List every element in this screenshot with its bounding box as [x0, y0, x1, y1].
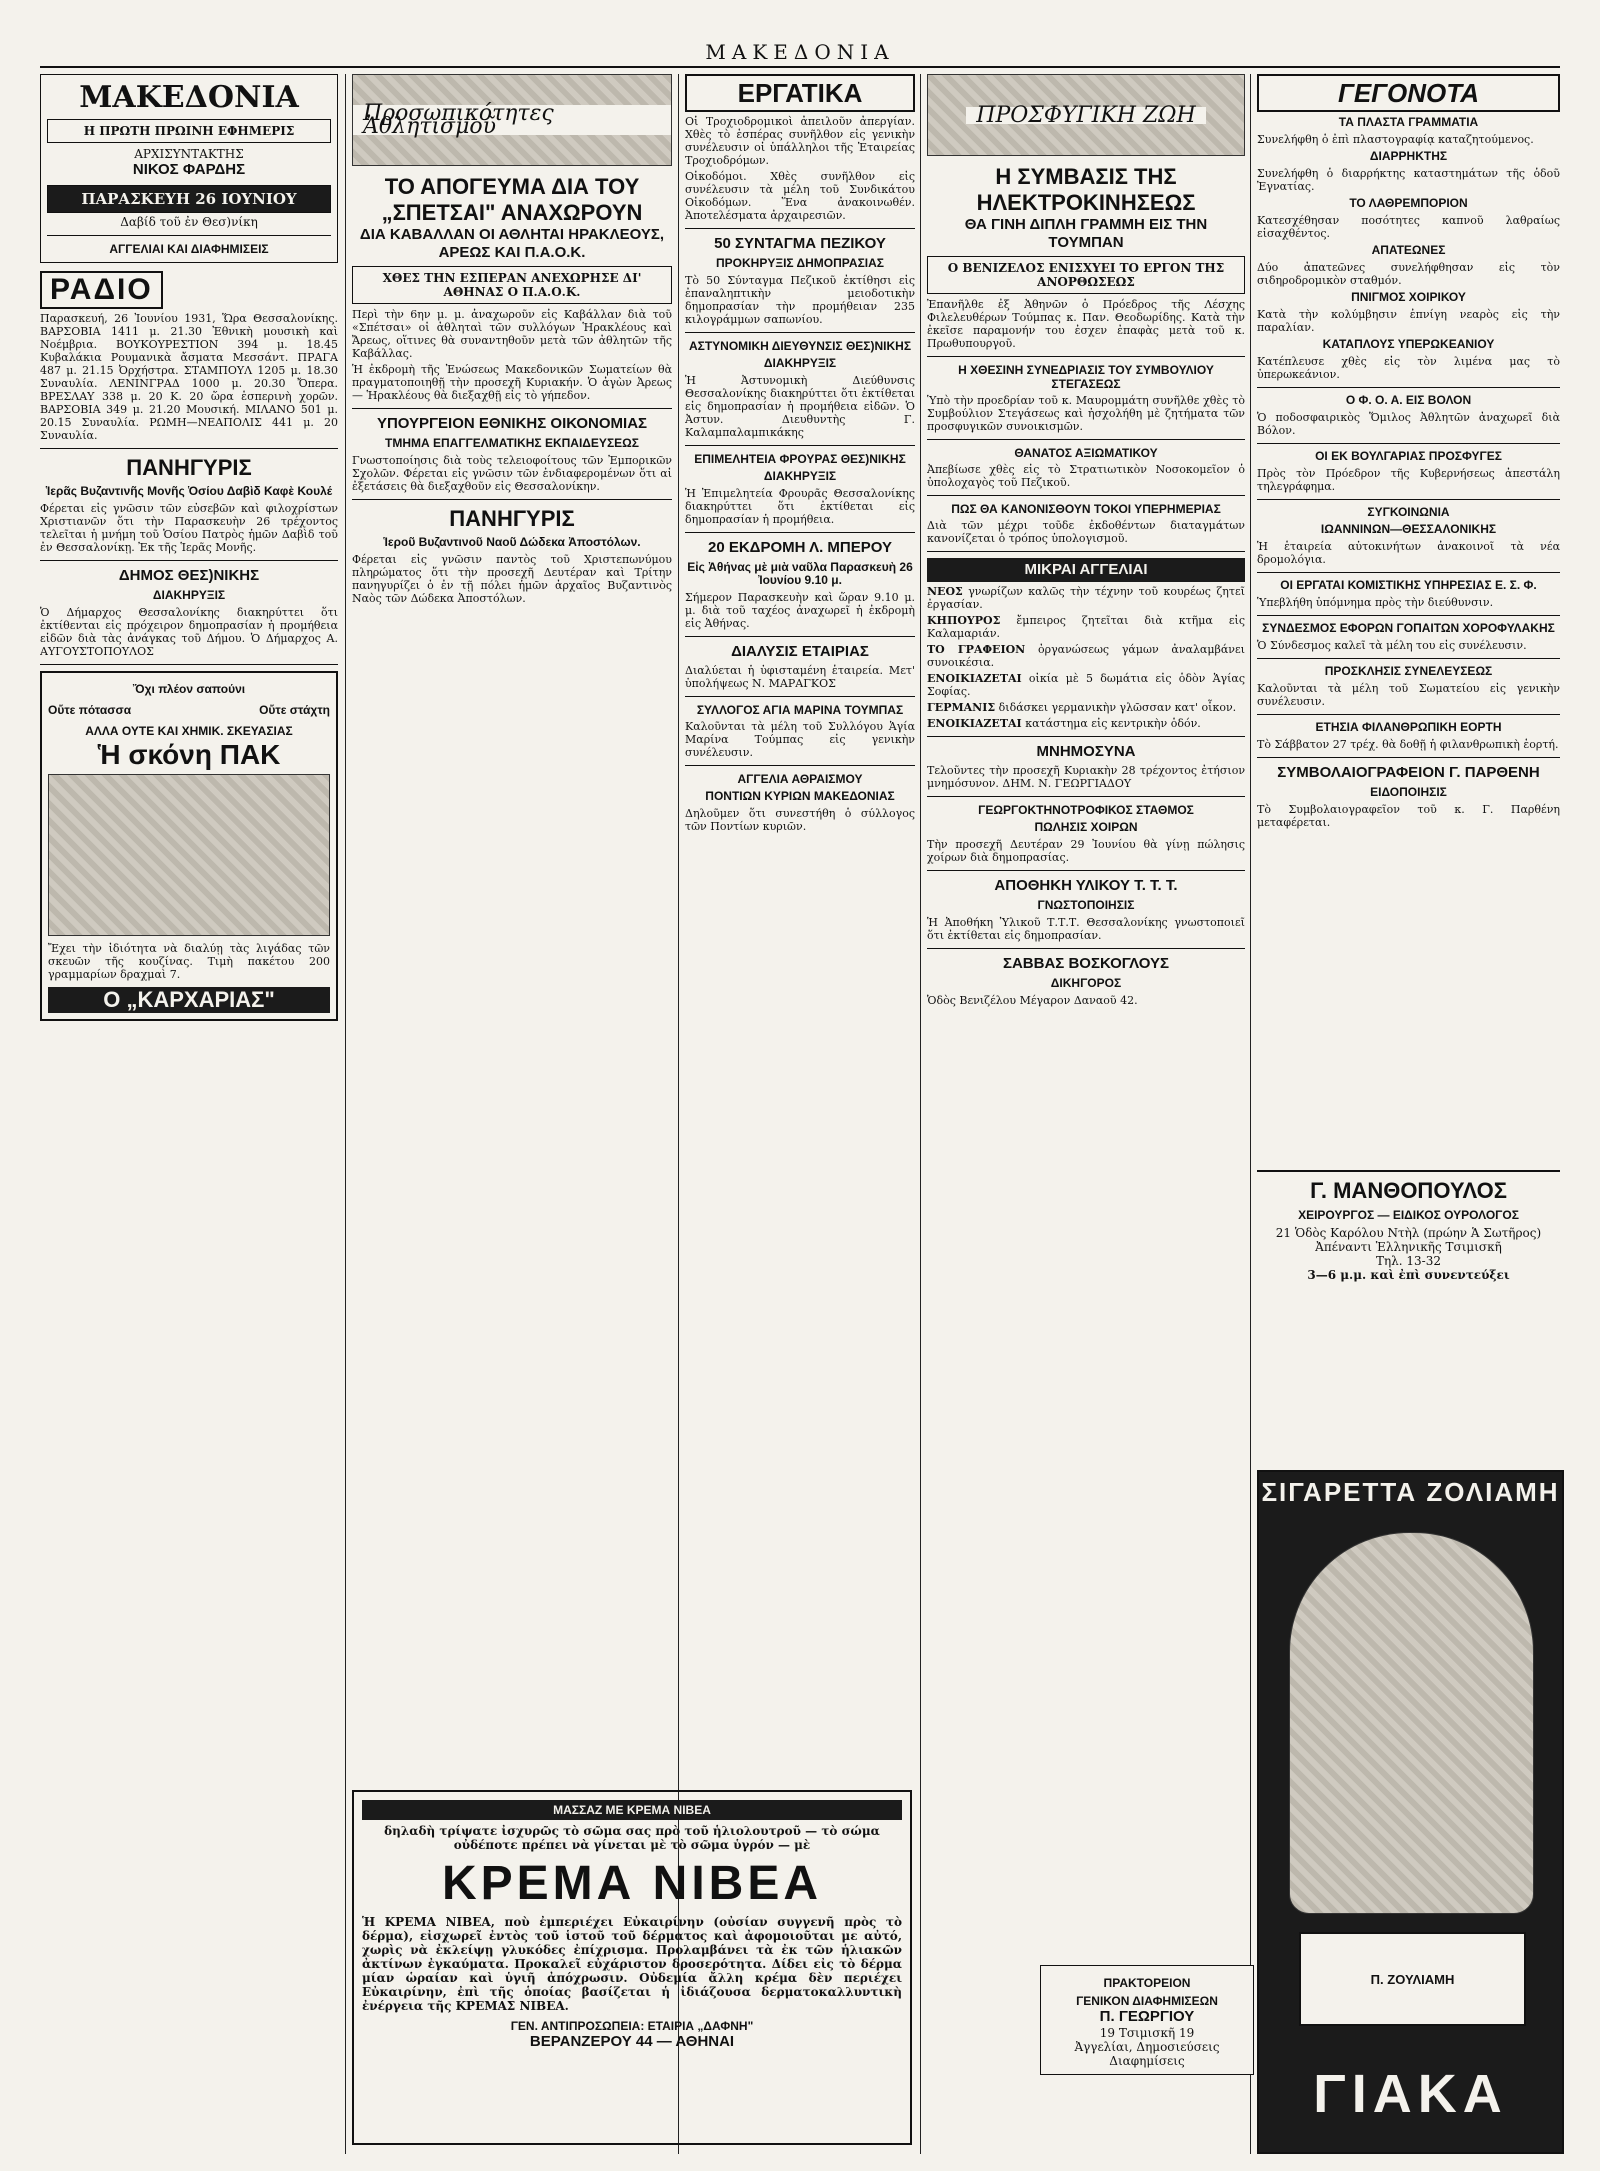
- parthenon-heading: ΣΥΜΒΟΛΑΙΟΓΡΑΦΕΙΟΝ Γ. ΠΑΡΘΕΝΗ: [1277, 764, 1540, 781]
- agia-marina-heading: ΣΥΛΛΟΓΟΣ ΑΓΙΑ ΜΑΡΙΝΑ ΤΟΥΜΠΑΣ: [696, 703, 904, 717]
- pezikon-text: Τὸ 50 Σύνταγμα Πεζικοῦ ἐκτίθησι εἰς ἐπαναληπτικὴν μειοδοτικὴν δημοπρασίαν τὴν προμήθειαν 235 κιλογράμμων σαπωνίου.: [685, 274, 915, 326]
- eortes-heading: ΕΤΗΣΙΑ ΦΙΛΑΝΘΡΩΠΙΚΗ ΕΟΡΤΗ: [1315, 720, 1502, 734]
- editor-name: ΝΙΚΟΣ ΦΑΡΔΗΣ: [132, 161, 246, 178]
- agia-marina-text: Καλοῦνται τὰ μέλη τοῦ Συλλόγου Ἁγία Μαρίνα Τούμπας εἰς γενικὴν συνέλευσιν.: [685, 720, 915, 759]
- death-text: Ἀπεβίωσε χθὲς εἰς τὸ Στρατιωτικὸν Νοσοκομεῖον ὁ ὑπολοχαγὸς τοῦ Πεζικοῦ.: [927, 463, 1245, 489]
- garrison-text: Ἡ Ἐπιμελητεία Φρουρᾶς Θεσσαλονίκης διακηρύττει ὅτι ἐκτίθεται εἰς δημοπρασίαν ἡ προμήθεια.: [685, 487, 915, 526]
- georgiko-text: Τὴν προσεχῆ Δευτέραν 29 Ἰουνίου θὰ γίνῃ πώλησις χοίρων διὰ δημοπρασίας.: [927, 838, 1245, 864]
- ttt-text: Ἡ Ἀποθήκη Ὑλικοῦ Τ.Τ.Τ. Θεσσαλονίκης γνωστοποιεῖ ὅτι ἐκτίθεται εἰς δημοπρασίαν.: [927, 916, 1245, 942]
- parthenon-subtitle: ΕΙΔΟΠΟΙΗΣΙΣ: [1370, 785, 1447, 799]
- nivea-body: Ἡ ΚΡΕΜΑ ΝΙΒΕΑ, ποὺ ἐμπεριέχει Εὐκαιρίνην (οὐσίαν συγγενῆ πρὸς τὸ δέρμα), εἰσχωρεῖ ἐντὸς τοῦ ἱστοῦ τοῦ δέρματος καὶ ἀφομοιοῦται με αὐτό, χωρὶς νὰ ἐκλείψῃ γλυκόδες ἐπίχρισμα. Προλαμβάνει τὰ ἐκ τῶν ἡλιακῶν ἀκτίνων ἐγκαύματα. Προκαλεῖ εὐχάριστον δροσερότητα. Δίδει εἰς τὸ δέρμα μίαν ὡραίαν καὶ ὑγιῆ ἀπόχρωσιν. Οὐδεμία ἄλλη κρέμα δὲν περιέχει Εὐκαιρίνην, ἐπὶ τῆς ὁποίας βασίζεται ἡ ἰδιάζουσα δερματοκαλλυντικὴ ἐνέργεια τῆς ΚΡΕΜΑΣ NIBEA.: [362, 1915, 902, 2013]
- column-divider: [920, 74, 921, 2154]
- nameplate-title: ΜΑΚΕΔΟΝΙΑ: [79, 80, 299, 115]
- garrison-subtitle: ΔΙΑΚΗΡΥΞΙΣ: [763, 469, 837, 483]
- praktoreion-label: ΠΡΑΚΤΟΡΕΙΟΝ: [1103, 1976, 1191, 1990]
- mnimosyna-heading: ΜΝΗΜΟΣΥΝΑ: [1036, 743, 1136, 760]
- page-masthead: ΜΑΚΕΔΟΝΙΑ: [40, 40, 1560, 68]
- meeting-text: Ὑπὸ τὴν προεδρίαν τοῦ κ. Μαυρομμάτη συνῆλθε χθὲς τὸ Συμβούλιον Στεγάσεως καὶ ἠσχολήθη μὲ ζητήματα τῶν προσφυγικῶν συνοικισμῶν.: [927, 394, 1245, 433]
- regulation-text: Διὰ τῶν μέχρι τοῦδε ἐκδοθέντων διαταγμάτων κανονίζεται ὁ τρόπος ὑπολογισμοῦ.: [927, 519, 1245, 545]
- panigyris-subtitle: Ἱερᾶς Βυζαντινῆς Μονῆς Ὁσίου Δαβὶδ Καφὲ Κουλέ: [45, 484, 333, 498]
- ttt-subtitle: ΓΝΩΣΤΟΠΟΙΗΣΙΣ: [1037, 898, 1135, 912]
- refugee-section-banner: [927, 74, 1245, 156]
- excursion-subtitle: Εἰς Ἀθήνας μὲ μιὰ ναῦλα Παρασκευὴ 26 Ἰουνίου 9.10 μ.: [687, 560, 913, 587]
- classifieds-heading: ΜΙΚΡΑΙ ΑΓΓΕΛΙΑΙ: [927, 558, 1245, 582]
- ttt-heading: ΑΠΟΘΗΚΗ ΥΛΙΚΟΥ Τ. Τ. Τ.: [994, 877, 1178, 894]
- lawyer-title: ΔΙΚΗΓΟΡΟΣ: [1050, 976, 1122, 990]
- komistikis-heading: ΟΙ ΕΡΓΑΤΑΙ ΚΟΜΙΣΤΙΚΗΣ ΥΠΗΡΕΣΙΑΣ Ε. Σ. Φ.: [1280, 578, 1537, 592]
- ads-label: ΑΓΓΕΛΙΑΙ ΚΑΙ ΔΙΑΦΗΜΙΣΕΙΣ: [109, 242, 269, 256]
- sports-headline: ΤΟ ΑΠΟΓΕΥΜΑ ΔΙΑ ΤΟΥ „ΣΠΕΤΣΑΙ" ΑΝΑΧΩΡΟΥΝ: [381, 174, 643, 225]
- death-heading: ΘΑΝΑΤΟΣ ΑΞΙΩΜΑΤΙΚΟΥ: [1014, 446, 1158, 460]
- column-5: [1257, 74, 1560, 1164]
- pak-agent: Ο „ΚΑΡΧΑΡΙΑΣ": [48, 987, 330, 1013]
- event-title: ΤΟ ΛΑΘΡΕΜΠΟΡΙΟΝ: [1349, 196, 1468, 210]
- syngoinonia-text: Ἡ ἑταιρεία αὐτοκινήτων ἀνακοινοῖ τὰ νέα δρομολόγια.: [1257, 540, 1560, 566]
- police-subtitle: ΔΙΑΚΗΡΥΞΙΣ: [763, 356, 837, 370]
- bulgarian-text: Πρὸς τὸν Πρόεδρον τῆς Κυβερνήσεως ἀπεστάλη τηλεγράφημα.: [1257, 467, 1560, 493]
- lawyer-name: ΣΑΒΒΑΣ ΒΟΣΚΟΓΛΟΥΣ: [1002, 955, 1170, 972]
- nivea-address: ΒΕΡΑΝΖΕΡΟΥ 44 — ΑΘΗΝΑΙ: [529, 2033, 735, 2050]
- sports-subhead: ΔΙΑ ΚΑΒΑΛΛΑΝ ΟΙ ΑΘΛΗΤΑΙ ΗΡΑΚΛΕΟΥΣ, ΑΡΕΩΣ ΚΑΙ Π.Α.Ο.Κ.: [359, 226, 665, 261]
- radio-heading: ΡΑΔΙΟ: [40, 271, 163, 309]
- foa-heading: Ο Φ. Ο. Α. ΕΙΣ ΒΟΛΟΝ: [1345, 393, 1472, 407]
- refugee-subhead-2: Ο ΒΕΝΙΖΕΛΟΣ ΕΝΙΣΧΥΕΙ ΤΟ ΕΡΓΟΝ ΤΗΣ ΑΝΟΡΘΩΣΕΩΣ: [927, 256, 1245, 294]
- georgiko-subtitle: ΠΩΛΗΣΙΣ ΧΟΙΡΩΝ: [1034, 820, 1138, 834]
- lawyer-address: Ὁδὸς Βενιζέλου Μέγαρον Δαναοῦ 42.: [927, 994, 1138, 1007]
- classified-lead: ΕΝΟΙΚΙΑΖΕΤΑΙ: [927, 717, 1022, 730]
- panigyris2-subtitle: Ἱεροῦ Βυζαντινοῦ Ναοῦ Δώδεκα Ἀποστόλων.: [383, 535, 641, 549]
- cigarette-box: Π. ΖΟΥΛΙΑΜΗ: [1299, 1932, 1526, 2026]
- event-text: Κατέπλευσε χθὲς εἰς τὸν λιμένα μας τὸ ὑπερωκεάνιον.: [1257, 355, 1560, 381]
- classified-item: [927, 701, 1245, 714]
- praktoreion-address: 19 Τσιμισκῆ 19: [1099, 2026, 1195, 2040]
- event-text: Συνελήφθη ὁ ἐπὶ πλαστογραφίᾳ καταζητούμενος.: [1257, 133, 1534, 146]
- bulgarian-heading: ΟΙ ΕΚ ΒΟΥΛΓΑΡΙΑΣ ΠΡΟΣΦΥΓΕΣ: [1315, 449, 1502, 463]
- pak-line-2: Οὔτε πότασσα: [48, 703, 132, 717]
- saint-of-day: Δαβίδ τοῦ ἐν Θεσ)νίκη: [120, 215, 258, 229]
- dimos-heading: ΔΗΜΟΣ ΘΕΣ)ΝΙΚΗΣ: [118, 567, 260, 584]
- classified-text: οἰκία μὲ 5 δωμάτια εἰς ὁδὸν Ἁγίας Σοφίας.: [927, 672, 1245, 698]
- sports-text-2: Ἡ ἐκδρομὴ τῆς Ἐνώσεως Μακεδονικῶν Σωματείων θὰ πραγματοποιηθῇ τὴν προσεχῆ Κυριακήν. Ὁ ἀγὼν Ἀρεως — Ἡρακλέους θὰ διεξαχθῇ εἰς τὸ γήπεδον.: [352, 363, 672, 402]
- pontioi-heading: ΑΓΓΕΛΙΑ ΑΘΡΑΙΣΜΟΥ: [737, 772, 863, 786]
- pak-illustration: [48, 774, 330, 936]
- nameplate-subtitle: Η ΠΡΩΤΗ ΠΡΩΙΝΗ ΕΦΗΜΕΡΙΣ: [47, 119, 331, 143]
- pak-text: Ἔχει τὴν ἰδιότητα νὰ διαλύῃ τὰς λιγάδας τῶν σκευῶν τῆς κουζίνας. Τιμὴ πακέτου 200 γραμμαρίων δραχμαὶ 7.: [48, 942, 330, 981]
- refugee-headline: Η ΣΥΜΒΑΣΙΣ ΤΗΣ ΗΛΕΚΤΡΟΚΙΝΗΣΕΩΣ: [976, 164, 1196, 215]
- classified-text: διδάσκει γερμανικὴν γλῶσσαν κατ' οἶκον.: [998, 701, 1237, 714]
- nivea-agent: ΓΕΝ. ΑΝΤΙΠΡΟΣΩΠΕΙΑ: ΕΤΑΙΡΙΑ „ΔΑΦΝΗ": [510, 2019, 754, 2033]
- pezikon-heading: 50 ΣΥΝΤΑΓΜΑ ΠΕΖΙΚΟΥ: [714, 235, 886, 252]
- ministry-text: Γνωστοποίησις διὰ τοὺς τελειοφοίτους τῶν Ἐμπορικῶν Σχολῶν. Φέρεται εἰς γνῶσιν τῶν ἐνδιαφερομένων ὅτι αἱ ἐξετάσεις θὰ διεξαχθοῦν εἰς Θεσσαλονίκην.: [352, 454, 672, 493]
- labor-text-1: Οἱ Τροχιοδρομικοὶ ἀπειλοῦν ἀπεργίαν. Χθὲς τὸ ἑσπέρας συνῆλθον εἰς γενικὴν συνέλευσιν οἱ ὑπάλληλοι τῆς Ἑταιρείας Τροχιοδρόμων.: [685, 115, 915, 167]
- sports-section-title: Προσωπικότητες Ἀθλητισμοῦ: [353, 105, 671, 135]
- column-2: [352, 74, 672, 1124]
- pak-product: Ἡ σκόνη ΠΑΚ: [97, 739, 281, 770]
- doctor-name: Γ. ΜΑΝΘΟΠΟΥΛΟΣ: [1310, 1178, 1507, 1203]
- nameplate: [40, 74, 338, 263]
- classified-lead: ΤΟ ΓΡΑΦΕΙΟΝ: [927, 643, 1026, 656]
- classified-item: [927, 614, 1245, 640]
- proskliseis-heading: ΠΡΟΣΚΛΗΣΙΣ ΣΥΝΕΛΕΥΣΕΩΣ: [1324, 664, 1493, 678]
- dimos-subtitle: ΔΙΑΚΗΡΥΞΙΣ: [152, 588, 226, 602]
- panigyris-heading: ΠΑΝΗΓΥΡΙΣ: [126, 455, 252, 480]
- regulation-heading: ΠΩΣ ΘΑ ΚΑΝΟΝΙΣΘΟΥΝ ΤΟΚΟΙ ΥΠΕΡΗΜΕΡΙΑΣ: [951, 502, 1221, 516]
- police-text: Ἡ Ἀστυνομικὴ Διεύθυνσις Θεσσαλονίκης διακηρύττει ὅτι ἐκτίθεται εἰς δημοπρασίαν ἡ προμήθεια εἰδῶν. Ὁ Ἀστυν. Διευθυντὴς Γ. Καλαμπαλαμπικάκης: [685, 374, 915, 439]
- cigarette-illustration: [1289, 1532, 1534, 1914]
- classified-text: ἔμπειρος ζητεῖται διὰ κτῆμα εἰς Καλαμαριάν.: [927, 614, 1245, 640]
- praktoreion-ad: [1040, 1965, 1254, 2075]
- doctor-address: 21 Ὁδὸς Καρόλου Ντὴλ (πρώην Ἁ Σωτῆρος) Ἀπέναντι Ἑλληνικῆς Τσιμισκῆ: [1275, 1226, 1542, 1254]
- classified-text: γνωρίζων καλῶς τὴν τέχνην τοῦ κουρέως ζητεῖ ἐργασίαν.: [927, 585, 1245, 611]
- refugee-section-title: ΠΡΟΣΦΥΓΙΚΗ ΖΩΗ: [966, 107, 1205, 124]
- classified-item: [927, 717, 1245, 730]
- labor-text-2: Οἰκοδόμοι. Χθὲς συνῆλθον εἰς συνέλευσιν τὰ μέλη τοῦ Συνδικάτου Οἰκοδόμων. Ἕνα ἀνακοινωθέν. Ἀποτελέσματα ἀρχαιρεσιῶν.: [685, 170, 915, 222]
- refugee-text-1: Ἐπανῆλθε ἐξ Ἀθηνῶν ὁ Πρόεδρος τῆς Λέσχης Φιλελευθέρων Τούμπας κ. Παν. Θεοδωρίδης. Κατὰ τὴν ἐκεῖσε παραμονήν του ἐσχεν ἐπαφὰς μετὰ τοῦ κ. Πρωθυπουργοῦ.: [927, 298, 1245, 350]
- eortes-text: Τὸ Σάββατον 27 τρέχ. θὰ δοθῇ ἡ φιλανθρωπικὴ ἑορτή.: [1257, 738, 1559, 751]
- ministry-heading: ΥΠΟΥΡΓΕΙΟΝ ΕΘΝΙΚΗΣ ΟΙΚΟΝΟΜΙΑΣ: [376, 415, 648, 432]
- pezikon-subtitle: ΠΡΟΚΗΡΥΞΙΣ ΔΗΜΟΠΡΑΣΙΑΣ: [716, 256, 884, 270]
- praktoreion-name: Π. ΓΕΩΡΓΙΟΥ: [1099, 2008, 1195, 2025]
- event-text: Κατὰ τὴν κολύμβησιν ἐπνίγη νεαρὸς εἰς τὴν παραλίαν.: [1257, 308, 1560, 334]
- event-title: ΑΠΑΤΕΩΝΕΣ: [1371, 243, 1446, 257]
- labor-section-title: ΕΡΓΑΤΙΚΑ: [685, 74, 915, 112]
- doctor-phone: Τηλ. 13-32: [1375, 1254, 1442, 1268]
- classified-text: ὀργανώσεως γάμων ἀναλαμβάνει συνοικέσια.: [927, 643, 1245, 669]
- panigyris2-heading: ΠΑΝΗΓΥΡΙΣ: [449, 506, 575, 531]
- police-heading: ΑΣΤΥΝΟΜΙΚΗ ΔΙΕΥΘΥΝΣΙΣ ΘΕΣ)ΝΙΚΗΣ: [688, 339, 912, 353]
- komistikis-text: Ὑπεβλήθη ὑπόμνημα πρὸς τὴν διεύθυνσιν.: [1257, 596, 1494, 609]
- classifieds-list: [927, 585, 1245, 730]
- classified-item: [927, 585, 1245, 611]
- foa-text: Ὁ ποδοσφαιρικὸς Ὅμιλος Ἀθλητῶν ἀναχωρεῖ διὰ Βόλον.: [1257, 411, 1560, 437]
- mnimosyna-text: Τελοῦντες τὴν προσεχῆ Κυριακὴν 28 τρέχοντος ἐτήσιον μνημόσυνον. ΔΗΜ. Ν. ΓΕΩΡΓΙΑΔΟΥ: [927, 764, 1245, 790]
- ministry-subtitle: ΤΜΗΜΑ ΕΠΑΓΓΕΛΜΑΤΙΚΗΣ ΕΚΠΑΙΔΕΥΣΕΩΣ: [385, 436, 639, 450]
- refugee-subhead: ΘΑ ΓΙΝΗ ΔΙΠΛΗ ΓΡΑΜΜΗ ΕΙΣ ΤΗΝ ΤΟΥΜΠΑΝ: [964, 216, 1208, 251]
- event-title: ΤΑ ΠΛΑΣΤΑ ΓΡΑΜΜΑΤΙΑ: [1338, 115, 1479, 129]
- dissolution-heading: ΔΙΑΛΥΣΙΣ ΕΤΑΙΡΙΑΣ: [731, 643, 869, 660]
- garrison-heading: ΕΠΙΜΕΛΗΤΕΙΑ ΦΡΟΥΡΑΣ ΘΕΣ)ΝΙΚΗΣ: [694, 452, 906, 466]
- sports-subhead-2: ΧΘΕΣ ΤΗΝ ΕΣΠΕΡΑΝ ΑΝΕΧΩΡΗΣΕ ΔΙ' ΑΘΗΝΑΣ Ο Π.Α.Ο.Κ.: [352, 266, 672, 304]
- doctor-ad: [1257, 1170, 1560, 1282]
- panigyris-text: Φέρεται εἰς γνῶσιν τῶν εὐσεβῶν καὶ φιλοχρίστων Χριστιανῶν ὅτι τὴν Παρασκευὴν 26 τρέχοντος τελεῖται ἡ μνήμη τοῦ Ὁσίου Πατρὸς ἡμῶν Δαβὶδ τοῦ ἐν Θεσσαλονίκῃ. Ἐκ τῆς Ἱερᾶς Μονῆς.: [40, 502, 338, 554]
- cigarette-title: ΣΙΓΑΡΕΤΤΑ ΖΟΛΙΑΜΗ: [1261, 1477, 1560, 1507]
- nivea-intro: δηλαδὴ τρίψατε ἰσχυρῶς τὸ σῶμα σας πρὸ τοῦ ἡλιολουτροῦ — τὸ σώμα οὐδέποτε πρέπει νὰ γίνεται μὲ τὸ σῶμα ὑγρόν — μὲ: [384, 1824, 880, 1852]
- sports-section-banner: [352, 74, 672, 166]
- doctor-specialty: ΧΕΙΡΟΥΡΓΟΣ — ΕΙΔΙΚΟΣ ΟΥΡΟΛΟΓΟΣ: [1298, 1208, 1519, 1222]
- event-text: Κατεσχέθησαν ποσότητες καπνοῦ λαθραίως εἰσαχθέντος.: [1257, 214, 1560, 240]
- dissolution-text: Διαλύεται ἡ ὑφισταμένη ἑταιρεία. Μετ' ὑπολήψεως Ν. ΜΑΡΑΓΚΟΣ: [685, 664, 915, 690]
- syngoinonia-subtitle: ΙΩΑΝΝΙΝΩΝ—ΘΕΣΣΑΛΟΝΙΚΗΣ: [1320, 522, 1497, 536]
- praktoreion-note: Ἀγγελίαι, Δημοσιεύσεις Διαφημίσεις: [1074, 2040, 1220, 2068]
- event-title: ΚΑΤΑΠΛΟΥΣ ΥΠΕΡΩΚΕΑΝΙΟΥ: [1322, 337, 1495, 351]
- meeting-heading: Η ΧΘΕΣΙΝΗ ΣΥΝΕΔΡΙΑΣΙΣ ΤΟΥ ΣΥΜΒΟΥΛΙΟΥ ΣΤΕΓΑΣΕΩΣ: [958, 363, 1214, 391]
- georgiko-heading: ΓΕΩΡΓΟΚΤΗΝΟΤΡΟΦΙΚΟΣ ΣΤΑΘΜΟΣ: [978, 803, 1194, 817]
- column-divider: [1250, 74, 1251, 2154]
- column-4: [927, 74, 1245, 2159]
- praktoreion-title: ΓΕΝΙΚΟΝ ΔΙΑΦΗΜΙΣΕΩΝ: [1076, 1994, 1218, 2008]
- proskliseis-text: Καλοῦνται τὰ μέλη τοῦ Σωματείου εἰς γενικὴν συνέλευσιν.: [1257, 682, 1560, 708]
- classified-lead: ΕΝΟΙΚΙΑΖΕΤΑΙ: [927, 672, 1022, 685]
- nivea-brand: ΚΡΕΜΑ NIBEA: [441, 1857, 823, 1910]
- pontioi-text: Δηλοῦμεν ὅτι συνεστήθη ὁ σύλλογος τῶν Ποντίων κυριῶν.: [685, 807, 915, 833]
- panigyris2-text: Φέρεται εἰς γνῶσιν παντὸς τοῦ Χριστεπωνύμου πληρώματος ὅτι τὴν προσεχῆ Δευτέραν καὶ Τρίτην πανηγυρίζει ὁ ἐν τῇ πόλει ἡμῶν ἀρχαῖος Βυζαντινὸς Ναὸς τῶν Δώδεκα Ἀποστόλων.: [352, 553, 672, 605]
- classified-item: [927, 643, 1245, 669]
- event-title: ΔΙΑΡΡΗΚΤΗΣ: [1369, 149, 1448, 163]
- sports-text-1: Περὶ τὴν 6ην μ. μ. ἀναχωροῦν εἰς Καβάλλαν διὰ τοῦ «Σπέτσαι» οἱ ἀθληταὶ τῶν συλλόγων Ἡρακλέους καὶ Ἄρεως, οἵτινες θὰ συναντηθοῦν μετὰ τῶν ἀθλητῶν τῆς Καβάλλας.: [352, 308, 672, 360]
- parthenon-text: Τὸ Συμβολαιογραφεῖον τοῦ κ. Γ. Παρθένη μεταφέρεται.: [1257, 803, 1560, 829]
- classified-item: [927, 672, 1245, 698]
- column-1: [40, 74, 338, 2159]
- pak-line-3: Οὔτε στάχτη: [259, 703, 330, 717]
- event-title: ΠΝΙΓΜΟΣ ΧΟΙΡΙΚΟΥ: [1351, 290, 1466, 304]
- dimos-text: Ὁ Δήμαρχος Θεσσαλονίκης διακηρύττει ὅτι ἐκτίθενται εἰς πρόχειρον δημοπρασίαν ἡ προμήθεια εἰδῶν διὰ τὰς ἀνάγκας τοῦ Δήμου. Ὁ Δήμαρχος Α. ΑΥΓΟΥΣΤΟΠΟΥΛΟΣ: [40, 606, 338, 658]
- issue-date: ΠΑΡΑΣΚΕΥΗ 26 ΙΟΥΝΙΟΥ: [47, 185, 331, 213]
- radio-schedule: Παρασκευή, 26 Ἰουνίου 1931, Ὥρα Θεσσαλονίκης. ΒΑΡΣΟΒΙΑ 1411 μ. 21.30 Ἐθνικὴ μουσικὴ καὶ Νοέμβρια. ΒΟΥΚΟΥΡΕΣΤΙΟΝ 394 μ. 18.45 Κυβαλάκια Ρουμανικὰ ἄσματα Μεσσάντ. ΠΡΑΓΑ 487 μ. 21.15 Ὀρχήστρα. ΣΤΑΜΠΟΥΛ 1205 μ. 18.30 Συναυλία. ΛΕΝΙΝΓΡΑΔ 1000 μ. 20.30 Ὄπερα. ΒΡΕΣΛΑΥ 338 μ. 20 Κ. 20 ὥρα ἑσπερινὴ χορῶν. ΒΑΡΣΟΒΙΑ 349 μ. 21.20 Μουσική. ΜΙΛΑΝΟ 501 μ. 20.15 Συναυλία. ΡΩΜΗ—ΝΕΑΠΟΛΙΣ 441 μ. 20 Συναυλία.: [40, 312, 338, 442]
- classified-lead: ΝΕΟΣ: [927, 585, 963, 598]
- pak-line-1: Ὄχι πλέον σαπούνι: [132, 682, 246, 696]
- cigarette-brand: ΓΙΑΚΑ: [1313, 2064, 1508, 2124]
- classified-lead: ΚΗΠΟΥΡΟΣ: [927, 614, 1001, 627]
- events-section-title: ΓΕΓΟΝΟΤΑ: [1257, 74, 1560, 112]
- excursion-text: Σήμερον Παρασκευὴν καὶ ὥραν 9.10 μ. μ. διὰ τοῦ ταχέος ἀναχωρεῖ ἡ ἐκδρομὴ εἰς Ἀθήνας.: [685, 591, 915, 630]
- pontioi-subtitle: ΠΟΝΤΙΩΝ ΚΥΡΙΩΝ ΜΑΚΕΔΟΝΙΑΣ: [705, 789, 895, 803]
- excursion-heading: 20 ΕΚΔΡΟΜΗ Λ. ΜΠΕΡΟΥ: [707, 539, 892, 556]
- doctor-hours: 3—6 μ.μ. καὶ ἐπὶ συνεντεύξει: [1307, 1268, 1510, 1282]
- nivea-ad: [352, 1790, 912, 2145]
- pak-ad: [40, 671, 338, 1021]
- classified-lead: ΓΕΡΜΑΝΙΣ: [927, 701, 996, 714]
- classified-text: κατάστημα εἰς κεντρικὴν ὁδόν.: [1025, 717, 1201, 730]
- event-text: Δύο ἀπατεῶνες συνελήφθησαν εἰς τὸν σιδηροδρομικὸν σταθμόν.: [1257, 261, 1560, 287]
- ephoroi-text: Ὁ Σύνδεσμος καλεῖ τὰ μέλη του εἰς συνέλευσιν.: [1257, 639, 1527, 652]
- column-divider: [345, 74, 346, 2154]
- cigarette-ad: [1257, 1470, 1564, 2154]
- ephoroi-heading: ΣΥΝΔΕΣΜΟΣ ΕΦΟΡΩΝ ΓΟΠΑΙΤΩΝ ΧΟΡΟΦΥΛΑΚΗΣ: [1262, 621, 1555, 635]
- editor-label: ΑΡΧΙΣΥΝΤΑΚΤΗΣ: [134, 147, 244, 161]
- column-3: [685, 74, 915, 1134]
- nivea-lead: ΜΑΣΣΑΖ ΜΕ ΚΡΕΜΑ ΝΙΒΕΑ: [362, 1800, 902, 1820]
- syngoinonia-heading: ΣΥΓΚΟΙΝΩΝΙΑ: [1367, 505, 1450, 519]
- event-text: Συνελήφθη ὁ διαρρήκτης καταστημάτων τῆς ὁδοῦ Ἐγνατίας.: [1257, 167, 1560, 193]
- pak-line-4: ΑΛΛΑ ΟΥΤΕ ΚΑΙ ΧΗΜΙΚ. ΣΚΕΥΑΣΙΑΣ: [85, 724, 293, 738]
